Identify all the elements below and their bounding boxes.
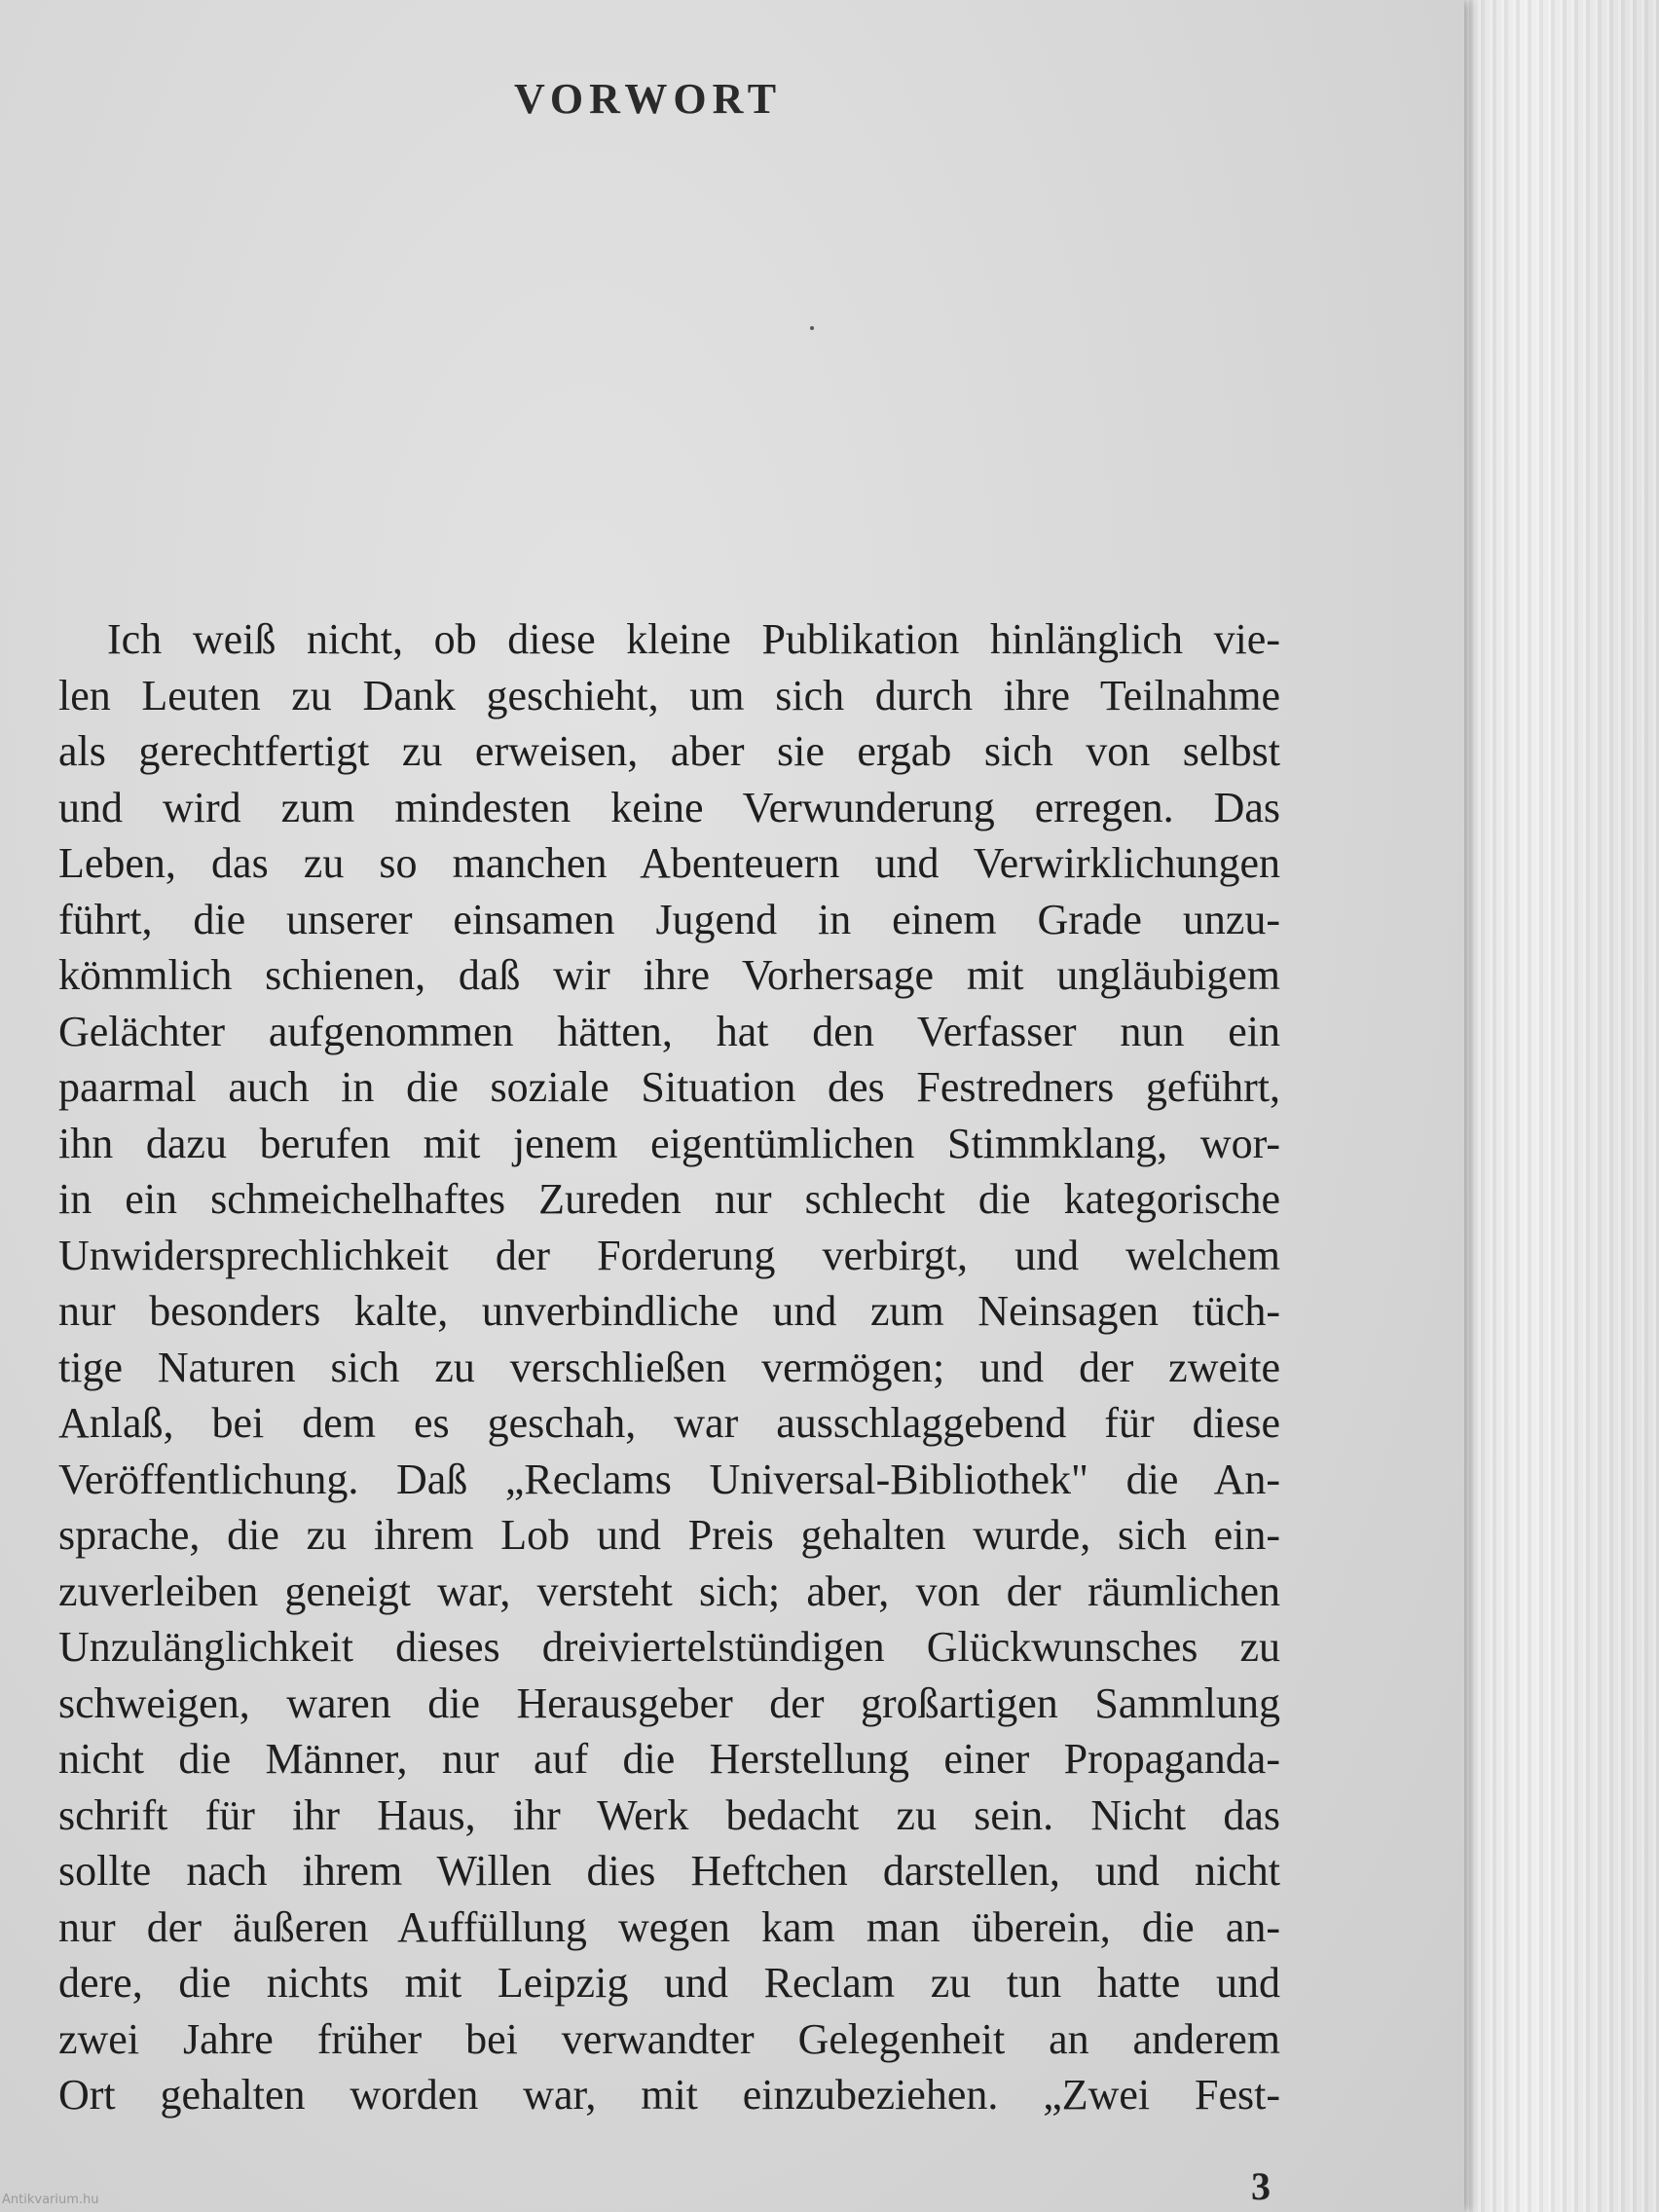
text-line: Unzulänglichkeit dieses dreiviertelstündigen Glückwunsches zu [58, 1623, 1280, 1671]
text-line: nicht die Männer, nur auf die Herstellung einer Propaganda- [58, 1735, 1280, 1783]
text-line: zuverleiben geneigt war, versteht sich; aber, von der räumlichen [58, 1567, 1280, 1615]
text-line: tige Naturen sich zu verschließen vermögen; und der zweite [58, 1343, 1280, 1391]
text-line: sollte nach ihrem Willen dies Heftchen darstellen, und nicht [58, 1847, 1280, 1895]
text-line: len Leuten zu Dank geschieht, um sich durch ihre Teilnahme [58, 671, 1280, 719]
background-surface [1431, 0, 1659, 2212]
text-line: schweigen, waren die Herausgeber der großartigen Sammlung [58, 1678, 1280, 1727]
text-line: Leben, das zu so manchen Abenteuern und Verwirklichungen [58, 839, 1280, 887]
text-line: sprache, die zu ihrem Lob und Preis gehalten wurde, sich ein- [58, 1511, 1280, 1559]
text-line: Anlaß, bei dem es geschah, war ausschlaggebend für diese [58, 1399, 1280, 1447]
text-line: in ein schmeichelhaftes Zureden nur schlecht die kategorische [58, 1175, 1280, 1223]
text-line: nur der äußeren Auffüllung wegen kam man überein, die an- [58, 1902, 1280, 1951]
page-heading: VORWORT [514, 75, 783, 123]
text-line: führt, die unserer einsamen Jugend in einem Grade unzu- [58, 895, 1280, 943]
text-line: Unwidersprechlichkeit der Forderung verbirgt, und welchem [58, 1231, 1280, 1279]
text-line: nur besonders kalte, unverbindliche und zum Neinsagen tüch- [58, 1287, 1280, 1335]
page-number: 3 [1251, 2164, 1271, 2208]
text-line: ihn dazu berufen mit jenem eigentümlichen Stimmklang, wor- [58, 1119, 1280, 1167]
paper-speck [810, 326, 814, 330]
text-line: Ort gehalten worden war, mit einzubeziehen. „Zwei Fest- [58, 2071, 1280, 2119]
text-line: schrift für ihr Haus, ihr Werk bedacht zu sein. Nicht das [58, 1790, 1280, 1839]
body-text [58, 611, 1280, 2123]
text-line: paarmal auch in die soziale Situation des Festredners geführt, [58, 1063, 1280, 1111]
text-line: zwei Jahre früher bei verwandter Gelegenheit an anderem [58, 2014, 1280, 2063]
text-line: als gerechtfertigt zu erweisen, aber sie ergab sich von selbst [58, 727, 1280, 775]
text-line: dere, die nichts mit Leipzig und Reclam zu tun hatte und [58, 1959, 1280, 2007]
watermark: Antikvarium.hu [2, 2193, 99, 2207]
text-line: kömmlich schienen, daß wir ihre Vorhersage mit ungläubigem [58, 951, 1280, 999]
text-line: und wird zum mindesten keine Verwunderung erregen. Das [58, 783, 1280, 831]
text-line: Gelächter aufgenommen hätten, hat den Verfasser nun ein [58, 1007, 1280, 1055]
text-line: Ich weiß nicht, ob diese kleine Publikation hinlänglich vie- [107, 615, 1280, 663]
text-line: Veröffentlichung. Daß „Reclams Universal-Bibliothek" die An- [58, 1455, 1280, 1503]
